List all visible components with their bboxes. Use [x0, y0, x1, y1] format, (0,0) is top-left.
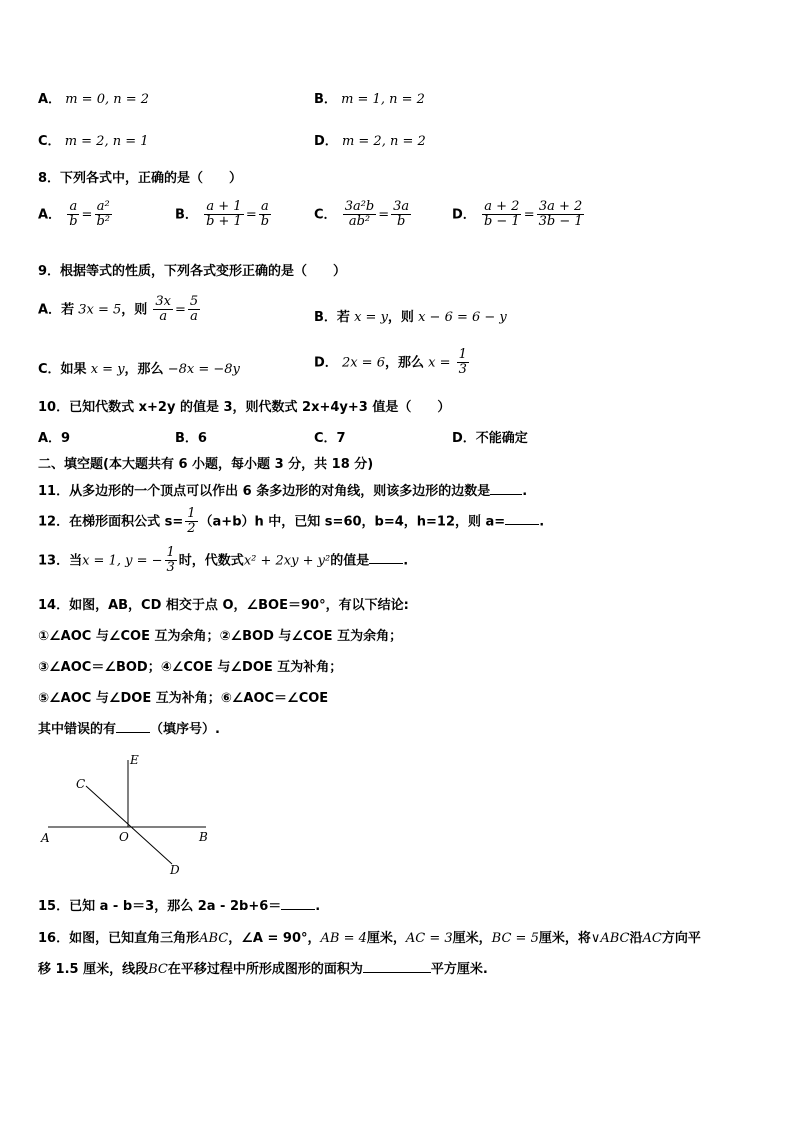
q8-option-b: B． $\frac{a + 1}{b + 1}$ = $\frac{a}{b}$ — [175, 199, 270, 230]
q14-ask: 其中错误的有 （填序号）. — [38, 722, 220, 737]
q13: 13．当x = 1, y = − $\frac{1}{3}$ 时，代数式x² + 2xy + y²的值是 . — [38, 545, 409, 576]
q10-option-d: D．不能确定 — [452, 431, 528, 446]
answer-blank[interactable] — [490, 494, 522, 495]
q10-option-b: B．6 — [175, 431, 207, 446]
point-label-a: A — [41, 831, 50, 845]
fraction: $\frac{\text{3a²b}}{\text{ab²}}$ — [344, 199, 375, 230]
fraction: $\frac{3a + 2}{3b - 1}$ — [538, 199, 583, 230]
q12: 12．在梯形面积公式 s= $\frac{1}{2}$ （a+b）h 中，已知 s=60，b=4，h=12，则 a= . — [38, 506, 545, 537]
fraction: $\frac{a + 1}{b + 1}$ — [206, 199, 242, 230]
fraction: $\frac{1}{3}$ — [458, 347, 467, 378]
fraction: $\frac{5}{a}$ — [189, 294, 199, 325]
q14-figure — [36, 750, 226, 880]
fraction: $\frac{\text{a²}}{\text{b²}}$ — [96, 199, 110, 230]
q10-stem: 10．已知代数式 x+2y 的值是 3，则代数式 2x+4y+3 值是（ ） — [38, 400, 451, 415]
fraction: $\frac{a}{b}$ — [260, 199, 270, 230]
option-label: C． — [314, 207, 337, 223]
point-label-e: E — [130, 753, 139, 767]
q10-option-c: C．7 — [314, 431, 346, 446]
q9-option-a: A．若 3x = 5，则 $\frac{3x}{a}$ = $\frac{5}{a}$ — [38, 294, 199, 325]
option-label: B． — [175, 207, 198, 223]
q7-option-c — [38, 130, 149, 149]
option-label: A． — [38, 302, 62, 318]
answer-blank[interactable] — [505, 524, 539, 525]
point-label-d: D — [170, 863, 180, 877]
fraction: $\frac{a + 2}{b - 1}$ — [483, 199, 520, 230]
option-label: C． — [38, 134, 61, 149]
section-heading: 二、填空题(本大题共有 6 小题，每小题 3 分，共 18 分) — [38, 457, 374, 472]
q14-stem: 14．如图，AB，CD 相交于点 O，∠BOE＝90°，有以下结论: — [38, 598, 409, 613]
q16-line-2: 移 1.5 厘米，线段BC在平移过程中所形成图形的面积为 平方厘米. — [38, 962, 488, 977]
point-label-o: O — [119, 830, 129, 844]
option-expr: m = 1, n = 2 — [341, 92, 425, 107]
option-label: B． — [314, 92, 337, 107]
line-cd — [86, 786, 172, 864]
option-label: D． — [452, 207, 476, 223]
q7-option-a — [38, 88, 149, 107]
q16-line-1: 16．如图，已知直角三角形ABC，∠A = 90°，AB = 4厘米，AC = 3厘米，BC = 5厘米，将∨ABC沿AC方向平 — [38, 931, 701, 946]
fraction: $\frac{a}{b}$ — [69, 199, 78, 230]
answer-blank[interactable] — [281, 909, 315, 910]
q7-option-d — [314, 130, 426, 149]
point-label-b: B — [199, 830, 208, 844]
point-label-c: C — [76, 777, 86, 791]
q9-stem: 9．根据等式的性质，下列各式变形正确的是（ ） — [38, 264, 347, 279]
option-label: D． — [314, 355, 338, 371]
answer-blank[interactable] — [363, 972, 431, 973]
option-label: C． — [38, 362, 61, 377]
q8-option-a: A． $\frac{a}{b}$ = $\frac{\text{a²}}{\text{b²}}$ — [38, 199, 110, 230]
option-label: B． — [314, 310, 337, 325]
option-label: D． — [314, 134, 338, 149]
q7-option-b — [314, 88, 425, 107]
q9-option-b: B．若 x = y，则 x − 6 = 6 − y — [314, 310, 507, 325]
answer-blank[interactable] — [369, 563, 403, 564]
q14-line-2: ③∠AOC＝∠BOD；④∠COE 与∠DOE 互为补角； — [38, 660, 343, 675]
option-label: A． — [38, 207, 62, 223]
q14-line-1: ①∠AOC 与∠COE 互为余角；②∠BOD 与∠COE 互为余角； — [38, 629, 403, 644]
q9-option-d: D． 2x = 6，那么 x = $\frac{1}{3}$ — [314, 347, 467, 378]
fraction: $\frac{1}{3}$ — [166, 545, 175, 576]
q8-option-d: D． $\frac{a + 2}{b - 1}$ = $\frac{3a + 2}{3b - 1}$ — [452, 199, 583, 230]
option-expr: m = 0, n = 2 — [65, 92, 150, 107]
q14-line-3: ⑤∠AOC 与∠DOE 互为补角；⑥∠AOC＝∠COE — [38, 691, 329, 706]
fraction: $\frac{3x}{a}$ — [155, 294, 172, 325]
option-label: A． — [38, 92, 62, 107]
q10-option-a: A．9 — [38, 431, 71, 446]
option-expr: m = 2, n = 1 — [64, 134, 149, 149]
answer-blank[interactable] — [116, 732, 150, 733]
q8-stem: 8．下列各式中，正确的是（ ） — [38, 171, 243, 186]
option-expr: m = 2, n = 2 — [341, 134, 426, 149]
fraction: $\frac{3a}{b}$ — [393, 199, 410, 230]
q8-option-c: C． $\frac{\text{3a²b}}{\text{ab²}}$ = $\frac{3a}{b}$ — [314, 199, 410, 230]
q9-option-c: C．如果 x = y，那么 −8x = −8y — [38, 362, 240, 377]
q11: 11．从多边形的一个顶点可以作出 6 条多边形的对角线，则该多边形的边数是 . — [38, 484, 528, 499]
q15: 15．已知 a - b＝3，那么 2a - 2b+6＝ . — [38, 899, 321, 914]
fraction: $\frac{1}{2}$ — [187, 506, 196, 537]
